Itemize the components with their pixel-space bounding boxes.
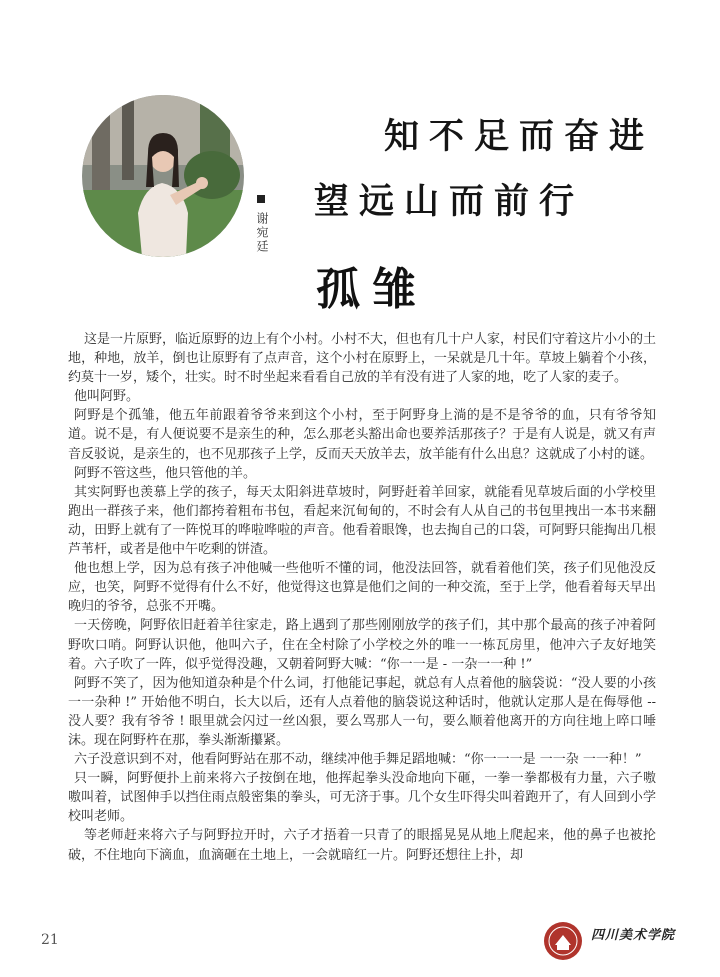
- paragraph: 阿野不笑了，因为他知道杂种是个什么词，打他能记事起，就总有人点着他的脑袋说：“没人要的小孩一一杂种 !” 开始他不明白，长大以后，还有人点着他的脑袋说这种话时，他就认定那人是在侮辱他 -- 没人要？我有爷爷 ! 眼里就会闪过一丝凶狠，要么骂那人一句，要么顺着他离开的方向往地上啐口唾沫。现在阿野杵在那，拳头渐渐攥紧。: [68, 675, 656, 748]
- author-portrait: [82, 95, 244, 257]
- paragraph: 他也想上学，因为总有孩子冲他喊一些他听不懂的词，他没法回答，就看着他们笑，孩子们见他没反应，也笑，阿野不觉得有什么不好，他觉得这也算是他们之间的一种交流，至于上学，他看着每天早出晚归的爷爷，总张不开嘴。: [68, 561, 656, 615]
- paragraph: 只一瞬，阿野便扑上前来将六子按倒在地，他挥起拳头没命地向下砸，一拳一拳都极有力量，六子嗷嗷叫着，试图伸手以挡住雨点般密集的拳头，可无济于事。几个女生吓得尖叫着跑开了，有人回到小学校叫老师。: [68, 771, 656, 825]
- paragraph: 一天傍晚，阿野依旧赶着羊往家走，路上遇到了那些刚刚放学的孩子们，其中那个最高的孩子冲着阿野吹口哨。阿野认识他，他叫六子，住在全村除了小学校之外的唯一一栋瓦房里，他冲六子友好地笑着。六子吹了一阵，似乎觉得没趣，又朝着阿野大喊：“你一一是 - 一杂一一种 !”: [68, 618, 656, 672]
- page-number: 21: [41, 932, 59, 948]
- headline-line-1: 知不足而奋进: [384, 117, 655, 157]
- article-title: 孤雏: [316, 264, 428, 315]
- author-byline: [254, 195, 268, 258]
- paragraph: 这是一片原野，临近原野的边上有个小村。小村不大，但也有几十户人家，村民们守着这片小小的土地，种地，放羊，倒也让原野有了点声音，这个小村在原野上，一呆就是几十年。草坡上躺着个小孩，约莫十一岁，矮个，壮实。时不时坐起来看看自己放的羊有没有进了人家的地，吃了人家的麦子。: [68, 332, 657, 386]
- institution-name: 四川美术学院: [591, 928, 676, 943]
- institution-seal-logo: [543, 921, 583, 961]
- square-bullet-icon: [257, 195, 265, 203]
- paragraph: 等老师赶来将六子与阿野拉开时，六子才捂着一只青了的眼摇晃晃从地上爬起来，他的鼻子也被抡破，不住地向下滴血，血滴砸在土地上，一会就暗红一片。阿野还想往上扑，却: [68, 828, 656, 863]
- paragraph: 阿野不管这些，他只管他的羊。: [74, 465, 257, 481]
- paragraph: 他叫阿野。: [74, 389, 140, 405]
- headline-line-2: 望远山而前行: [314, 182, 585, 222]
- author-name: 谢宛廷: [255, 212, 269, 254]
- paragraph: 其实阿野也羡慕上学的孩子，每天太阳斜进草坡时，阿野赶着羊回家，就能看见草坡后面的小学校里跑出一群孩子来，他们都挎着粗布书包，看起来沉甸甸的，不时会有人从自己的书包里拽出一本书来翻动，田野上就有了一阵悦耳的哗啦哗啦的声音。他看着眼馋，也去掏自己的口袋，可阿野只能掏出几根芦苇杆，或者是他中午吃剩的饼渣。: [68, 484, 656, 558]
- article-body: [68, 330, 656, 865]
- paragraph: 阿野是个孤雏，他五年前跟着爷爷来到这个小村，至于阿野身上淌的是不是爷爷的血，只有爷爷知道。说不是，有人便说要不是亲生的种，怎么那老头豁出命也要养活那孩子？于是有人说是，就又有声音反驳说，是亲生的，也不见那孩子上学，反而天天放羊去，放羊能有什么出息？这就成了小村的谜。: [68, 408, 656, 462]
- paragraph: 六子没意识到不对，他看阿野站在那不动，继续冲他手舞足蹈地喊：“你一一一是 一一杂 一一种！”: [74, 752, 642, 768]
